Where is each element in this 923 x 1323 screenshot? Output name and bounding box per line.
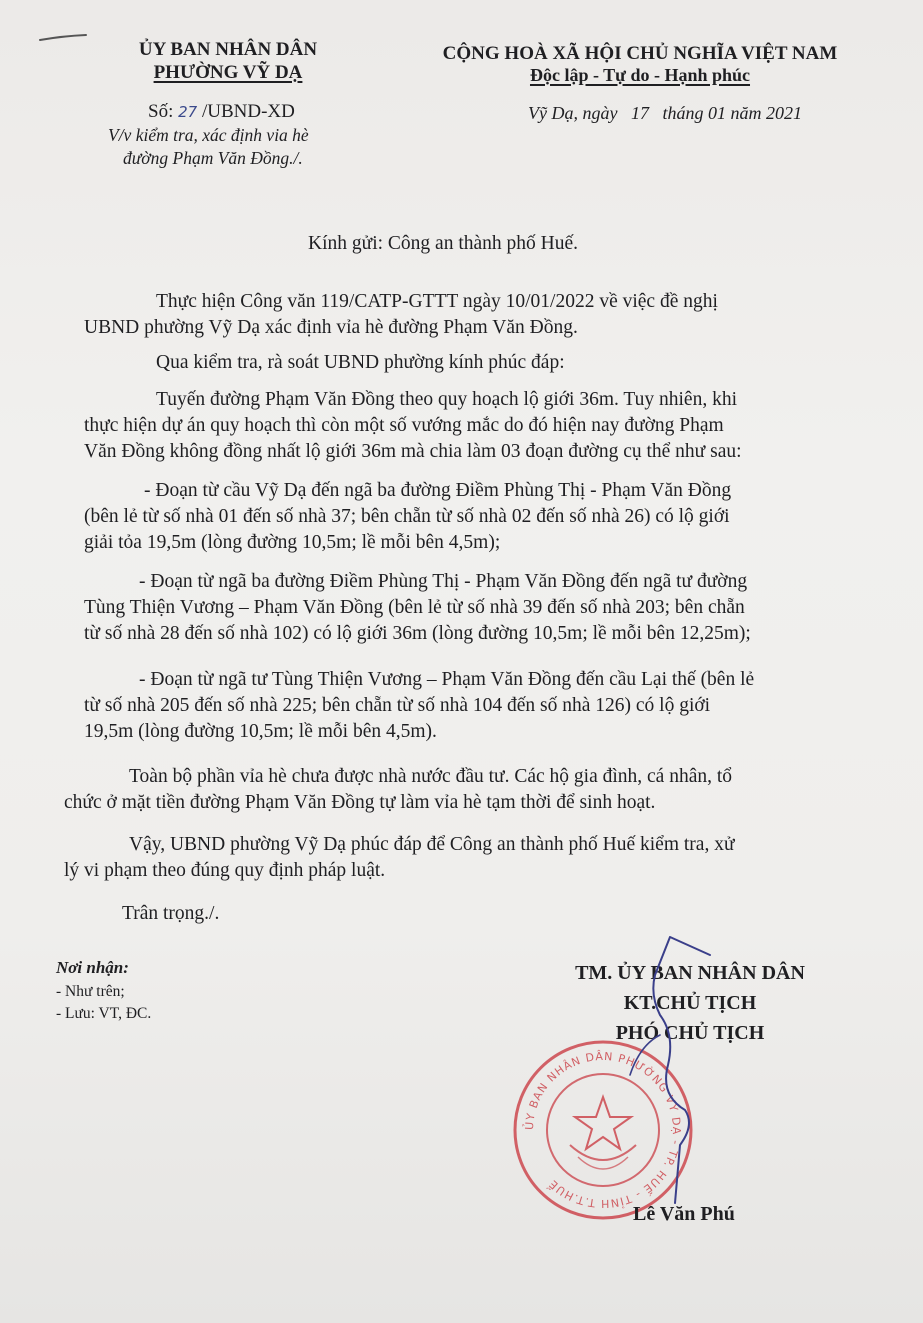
paragraph-2 xyxy=(84,350,874,376)
paragraph-4 xyxy=(84,478,874,556)
paragraph-8 xyxy=(64,832,874,884)
p1-line2: UBND phường Vỹ Dạ xác định vỉa hè đường Phạm Văn Đồng. xyxy=(84,317,578,338)
org-name-line2-text: PHƯỜNG VỸ DẠ xyxy=(153,62,303,83)
signer-name: Lê Văn Phú xyxy=(633,1203,735,1225)
p6-line2: từ số nhà 205 đến số nhà 225; bên chẵn từ số nhà 104 đến số nhà 126) có lộ giới xyxy=(84,695,711,716)
p4-line2: (bên lẻ từ số nhà 01 đến số nhà 37; bên chẵn từ số nhà 02 đến số nhà 26) có lộ giới xyxy=(84,506,730,527)
p7-line1: Toàn bộ phần vỉa hè chưa được nhà nước đầu tư. Các hộ gia đình, cá nhân, tổ xyxy=(129,766,733,787)
p3-line3: Văn Đồng không đồng nhất lộ giới 36m mà chia làm 03 đoạn đường cụ thể như sau: xyxy=(84,441,742,462)
paragraph-6 xyxy=(84,667,874,745)
p8-line1: Vậy, UBND phường Vỹ Dạ phúc đáp để Công an thành phố Huế kiểm tra, xử xyxy=(129,834,735,855)
noi-nhan-item-2: - Lưu: VT, ĐC. xyxy=(56,1005,152,1022)
p4-line1: - Đoạn từ cầu Vỹ Dạ đến ngã ba đường Điềm Phùng Thị - Phạm Văn Đồng xyxy=(144,480,732,501)
signature-line2: KT.CHỦ TỊCH xyxy=(623,992,757,1014)
motto-text: Độc lập - Tự do - Hạnh phúc xyxy=(529,65,751,85)
p3-line2: thực hiện dự án quy hoạch thì còn một số vướng mắc do đó hiện nay đường Phạm xyxy=(84,415,724,436)
p5-line3: từ số nhà 28 đến số nhà 102) có lộ giới 36m (lòng đường 10,5m; lề mỗi bên 12,25m); xyxy=(84,623,751,644)
nation-title: CỘNG HOÀ XÃ HỘI CHỦ NGHĨA VIỆT NAM xyxy=(442,43,838,64)
recipient-line: Kính gửi: Công an thành phố Huế. xyxy=(308,233,579,254)
paragraph-5 xyxy=(84,569,874,647)
subject-line2: đường Phạm Văn Đồng./. xyxy=(123,148,303,168)
date-line: Vỹ Dạ, ngày 17 tháng 01 năm 2021 xyxy=(528,103,802,123)
paragraph-3 xyxy=(84,387,874,465)
p6-line1: - Đoạn từ ngã tư Tùng Thiện Vương – Phạm Văn Đồng đến cầu Lại thế (bên lẻ xyxy=(139,669,755,690)
motto xyxy=(420,65,860,86)
p8-line2: lý vi phạm theo đúng quy định pháp luật. xyxy=(64,860,386,881)
closing-line: Trân trọng./. xyxy=(122,903,220,924)
p7-line2: chức ở mặt tiền đường Phạm Văn Đồng tự làm vỉa hè tạm thời để sinh hoạt. xyxy=(64,792,656,813)
so-label: Số: xyxy=(148,101,174,122)
noi-nhan-title: Nơi nhận: xyxy=(56,958,129,977)
p4-line3: giải tỏa 19,5m (lòng đường 10,5m; lề mỗi bên 4,5m); xyxy=(84,532,501,553)
noi-nhan-item-1: - Như trên; xyxy=(56,983,125,1000)
paragraph-1 xyxy=(84,289,874,341)
document-number xyxy=(148,101,295,123)
handwritten-signature xyxy=(600,935,720,1205)
signature-line3: PHÓ CHỦ TỊCH xyxy=(615,1022,765,1044)
p6-line3: 19,5m (lòng đường 10,5m; lề mỗi bên 4,5m). xyxy=(84,721,437,742)
subject-line1: V/v kiểm tra, xác định via hè xyxy=(108,125,309,145)
paragraph-7 xyxy=(64,764,874,816)
seal-text: ỦY BAN NHÂN DÂN PHƯỜNG VỸ DẠ - TP. HUẾ - TỈNH T.T.HUẾ xyxy=(522,1049,684,1211)
p2-line1: Qua kiểm tra, rà soát UBND phường kính phúc đáp: xyxy=(156,352,565,373)
signature-line1: TM. ỦY BAN NHÂN DÂN xyxy=(575,962,805,984)
pen-stroke-mark xyxy=(38,34,88,42)
p1-line1: Thực hiện Công văn 119/CATP-GTTT ngày 10/01/2022 về việc đề nghị xyxy=(156,291,718,312)
p5-line2: Tùng Thiện Vương – Phạm Văn Đồng (bên lẻ từ số nhà 39 đến số nhà 203; bên chẵn xyxy=(84,597,745,618)
so-number: 27 xyxy=(178,103,198,121)
org-name-line1: ỦY BAN NHÂN DÂN xyxy=(138,39,318,60)
p3-line1: Tuyến đường Phạm Văn Đồng theo quy hoạch lộ giới 36m. Tuy nhiên, khi xyxy=(156,389,738,410)
org-name-line2 xyxy=(118,61,338,85)
so-suffix: /UBND-XD xyxy=(201,101,295,122)
p5-line1: - Đoạn từ ngã ba đường Điềm Phùng Thị - Phạm Văn Đồng đến ngã tư đường xyxy=(139,571,748,592)
